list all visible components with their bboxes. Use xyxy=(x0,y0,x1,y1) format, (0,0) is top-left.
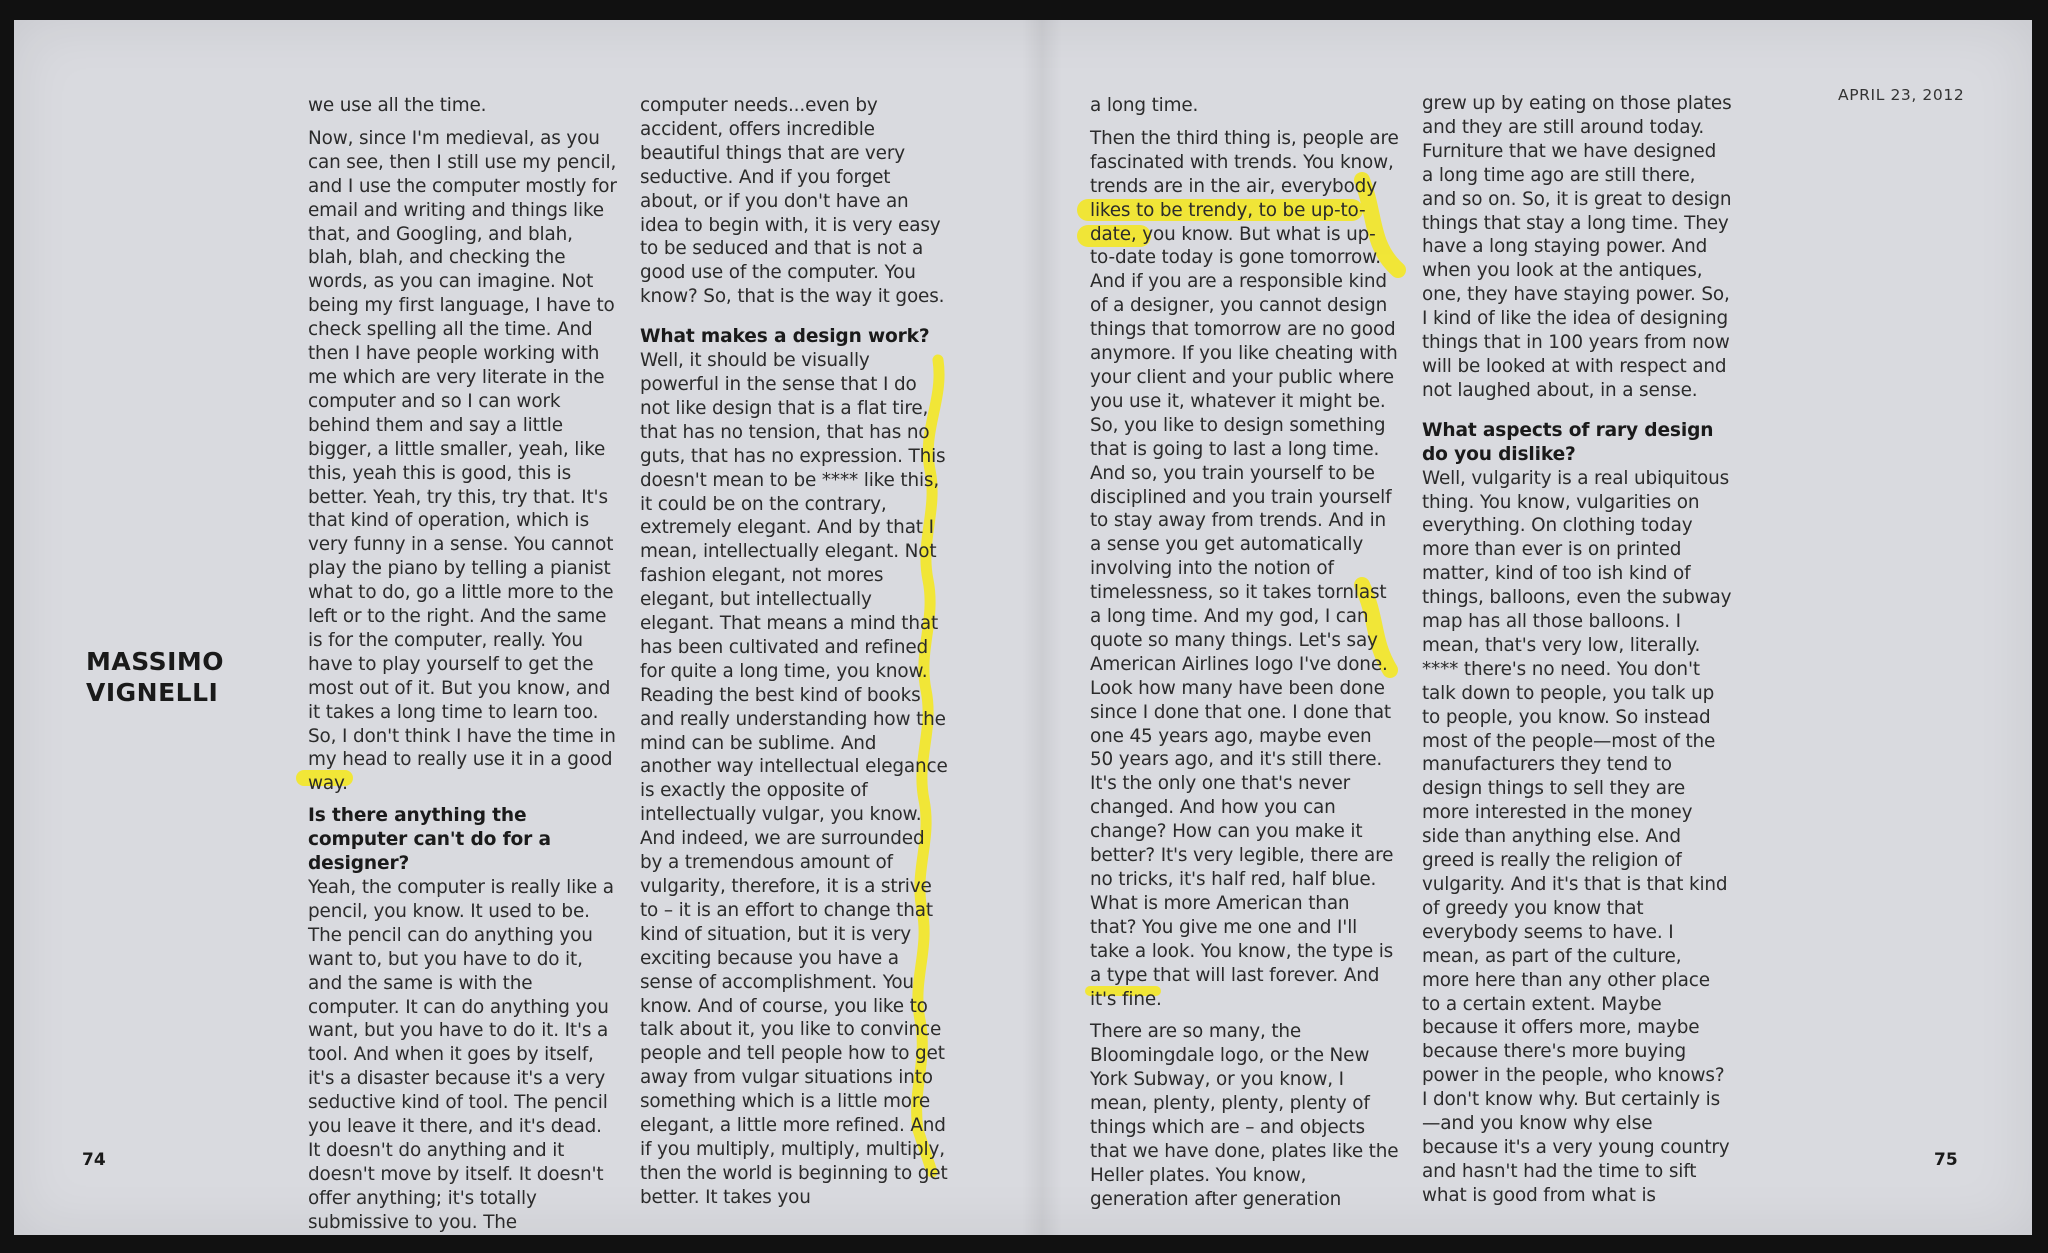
text-column-2 xyxy=(640,94,950,1210)
text-column-1 xyxy=(308,94,618,1235)
paragraph: computer needs...even by accident, offers incredible beautiful things that are very seductive. And if you forget about, or if you don't have an idea to begin with, it is very easy to be seduced and that is not a good use of the computer. You know? So, that is the way it goes. xyxy=(640,95,945,308)
author-first-name: MASSIMO xyxy=(86,647,225,676)
paragraph: Then the third thing is, people are fascinated with trends. You know, trends are in the air, everybody likes to be trendy, to be up-to-date, you know. But what is up-to-date today is gone tomorrow. And if you are a responsible kind of a designer, you cannot design things that tomorrow are no good anymore. If you like cheating with your client and your public where you use it, whatever it might be. So, you like to design something that is going to last a long time. And so, you train yourself to be disciplined and you train yourself to stay away from trends. And in a sense you get automatically involving into the notion of timelessness, so it takes tornlast a long time. And my god, I can quote so many things. Let's say American Airlines logo I've done. Look how many have been done since I done that one. I done that one 45 years ago, maybe even 50 years ago, and it's still there. It's the only one that's never changed. And how you can change? How can you make it better? It's very legible, there are no tricks, it's half red, half blue. What is more American than that? You give me one and I'll take a look. You know, the type is a type that will last forever. And it's fine. xyxy=(1090,127,1399,1010)
paragraph: Yeah, the computer is really like a pencil, you know. It used to be. The pencil can do anything you want to, but you have to do it, and the same is with the computer. It can do anything you want, but you have to do it. It's a tool. And when it goes by itself, it's a disaster because it's a very seductive kind of tool. The pencil you leave it there, and it's dead. It doesn't do anything and it doesn't move by itself. It doesn't offer anything; it's totally submissive to you. The xyxy=(308,877,614,1233)
center-gutter xyxy=(1022,20,1062,1235)
paragraph: Well, it should be visually powerful in the sense that I do not like design that is a flat tire, that has no tension, that has no guts, that has no expression. This doesn't mean to be **** like this, it could be on the contrary, extremely elegant. And by that I mean, intellectually elegant. Not fashion elegant, not mores elegant, but intellectually elegant. That means a mind that has been cultivated and refined for quite a long time, you know. Reading the best kind of books and really understanding how the mind can be sublime. And another way intellectual elegance is exactly the opposite of intellectually vulgar, you know. And indeed, we are surrounded by a tremendous amount of vulgarity, therefore, it is a strive to – it is an effort to change that kind of situation, but it is very exciting because you have a sense of accomplishment. You know. And of course, you like to talk about it, you like to convince people and tell people how to get away from vulgar situations into something which is a little more elegant, a little more refined. And if you multiply, multiply, multiply, then the world is beginning to get better. It takes you xyxy=(640,350,948,1208)
author-last-name: VIGNELLI xyxy=(86,678,219,707)
paragraph: Well, vulgarity is a real ubiquitous thing. You know, vulgarities on everything. On clothing today more than ever is on printed matter, kind of too ish kind of things, balloons, even the subway map has all those balloons. I mean, that's very low, literally. **** there's no need. You don't talk down to people, you talk up to people, you know. So instead most of the people—most of the manufacturers they tend to design things to sell they are more interested in the money side than anything else. And greed is really the religion of vulgarity. And it's that is that kind of greedy you know that everybody seems to have. I mean, as part of the culture, more here than any other place to a certain extent. Maybe because it offers more, maybe because there's more buying power in the people, who knows? I don't know why. But certainly is—and you know why else because it's a very young country and hasn't had the time to sift what is good from what is xyxy=(1422,467,1732,1206)
paragraph: grew up by eating on those plates and they are still around today. Furniture that we have designed a long time ago are still there, and so on. So, it is great to design things that stay a long time. They have a long staying power. And when you look at the antiques, one, they have staying power. So, I kind of like the idea of designing things that in 100 years from now will be looked at with respect and not laughed about, in a sense. xyxy=(1422,93,1732,401)
interview-question: What aspects of rary design do you dislike? xyxy=(1422,419,1714,465)
interview-question: Is there anything the computer can't do for a designer? xyxy=(308,805,551,875)
paragraph: we use all the time. xyxy=(308,95,487,116)
text-column-4 xyxy=(1422,92,1732,1208)
page-number-left: 74 xyxy=(82,1150,106,1170)
paragraph: a long time. xyxy=(1090,95,1199,116)
interviewee-name xyxy=(86,646,224,708)
issue-date: APRIL 23, 2012 xyxy=(1838,86,1965,104)
paragraph: There are so many, the Bloomingdale logo, or the New York Subway, or you know, I mean, plenty, plenty, plenty of things which are – and objects that we have done, plates like the Heller plates. You know, generation after generation xyxy=(1090,1021,1399,1210)
interview-question: What makes a design work? xyxy=(640,326,930,348)
paragraph: Now, since I'm medieval, as you can see, then I still use my pencil, and I use the computer mostly for email and writing and things like that, and Googling, and blah, blah, blah, and checking the words, as you can imagine. Not being my first language, I have to check spelling all the time. And then I have people working with me which are very literate in the computer and so I can work behind them and say a little bigger, a little smaller, yeah, like this, yeah this is good, this is better. Yeah, try this, try that. It's that kind of operation, which is very funny in a sense. You cannot play the piano by telling a pianist what to do, go a little more to the left or to the right. And the same is for the computer, really. You have to play yourself to get the most out of it. But you know, and it takes a long time to learn too. So, I don't think I have the time in my head to really use it in a good way. xyxy=(308,127,617,795)
page-number-right: 75 xyxy=(1934,1150,1958,1170)
text-column-3 xyxy=(1090,94,1400,1212)
